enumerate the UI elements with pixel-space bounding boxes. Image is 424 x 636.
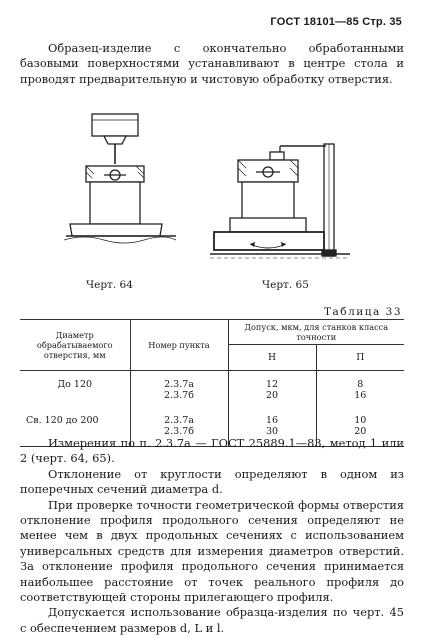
figure-64-caption: Черт. 64	[86, 279, 133, 291]
row-h-b: 20	[265, 389, 279, 401]
row-item	[130, 371, 228, 409]
row-diameter: До 120	[57, 379, 93, 390]
row-p-a: 8	[357, 379, 364, 390]
body-paragraph	[20, 605, 404, 636]
tolerance-table	[20, 319, 404, 447]
body-paragraph	[20, 467, 404, 498]
header-class-h: Н	[228, 345, 316, 371]
body-paragraph	[20, 498, 404, 606]
row-item-a: 2.3.7а	[164, 415, 194, 426]
intro-paragraph	[20, 41, 404, 87]
table-header-row	[20, 320, 404, 345]
header-tolerance: Допуск, мкм, для станков класса точности	[228, 320, 404, 345]
row-p-a: 10	[354, 415, 367, 426]
row-tolerance-p	[316, 371, 404, 409]
body-paragraph-2: Отклонение от круглости определяют в одном из поперечных сечений диаметра d.	[20, 466, 404, 497]
row-item-b: 2.3.7б	[164, 425, 194, 437]
row-p-b: 20	[354, 425, 367, 437]
header-class-p: П	[316, 345, 404, 371]
row-p-b: 16	[354, 389, 367, 401]
page-header: ГОСТ 18101—85 Стр. 35	[270, 16, 402, 28]
intro-text: Образец-изделие с окончательно обработанными базовыми поверхностями устанавливают в центре стола и проводят предварительную и чистовую обработку отверстия.	[20, 41, 404, 86]
body-text	[20, 436, 404, 636]
table-title: Таблица 33	[324, 306, 402, 318]
body-paragraph	[20, 436, 404, 467]
row-diameter: Св. 120 до 200	[20, 408, 130, 447]
table-row	[20, 371, 404, 409]
row-h-a: 16	[265, 415, 279, 426]
row-item-b: 2.3.7б	[164, 389, 194, 401]
figure-65-drawing	[200, 106, 360, 266]
header-item: Номер пункта	[130, 320, 228, 371]
body-paragraph-3: При проверке точности геометрической формы отверстия отклонение профиля продольного сечения определяют не менее чем в двух продольных сечениях с использованием универсальных средств для измерения диаметров отверстий. За отклонение профиля продольного сечения принимается наибольшее расстояние от точек реального профиля до соответствующей стороны прилегающего профиля.	[20, 497, 404, 605]
figure-65-caption: Черт. 65	[262, 279, 309, 291]
row-tolerance-h	[228, 371, 316, 409]
body-paragraph-4: Допускается использование образца-изделия по черт. 45 с обеспечением размеров d, L и l.	[20, 605, 404, 635]
row-item-a: 2.3.7а	[164, 379, 194, 390]
figure-64-drawing	[64, 106, 180, 256]
row-h-b: 30	[265, 425, 279, 437]
header-diameter: Диаметр обрабатываемого отверстия, мм	[20, 320, 130, 371]
row-h-a: 12	[265, 379, 279, 390]
body-paragraph-1: Измерения по п. 2.3.7а — ГОСТ 25889.1—83, метод 1 или 2 (черт. 64, 65).	[20, 436, 404, 466]
